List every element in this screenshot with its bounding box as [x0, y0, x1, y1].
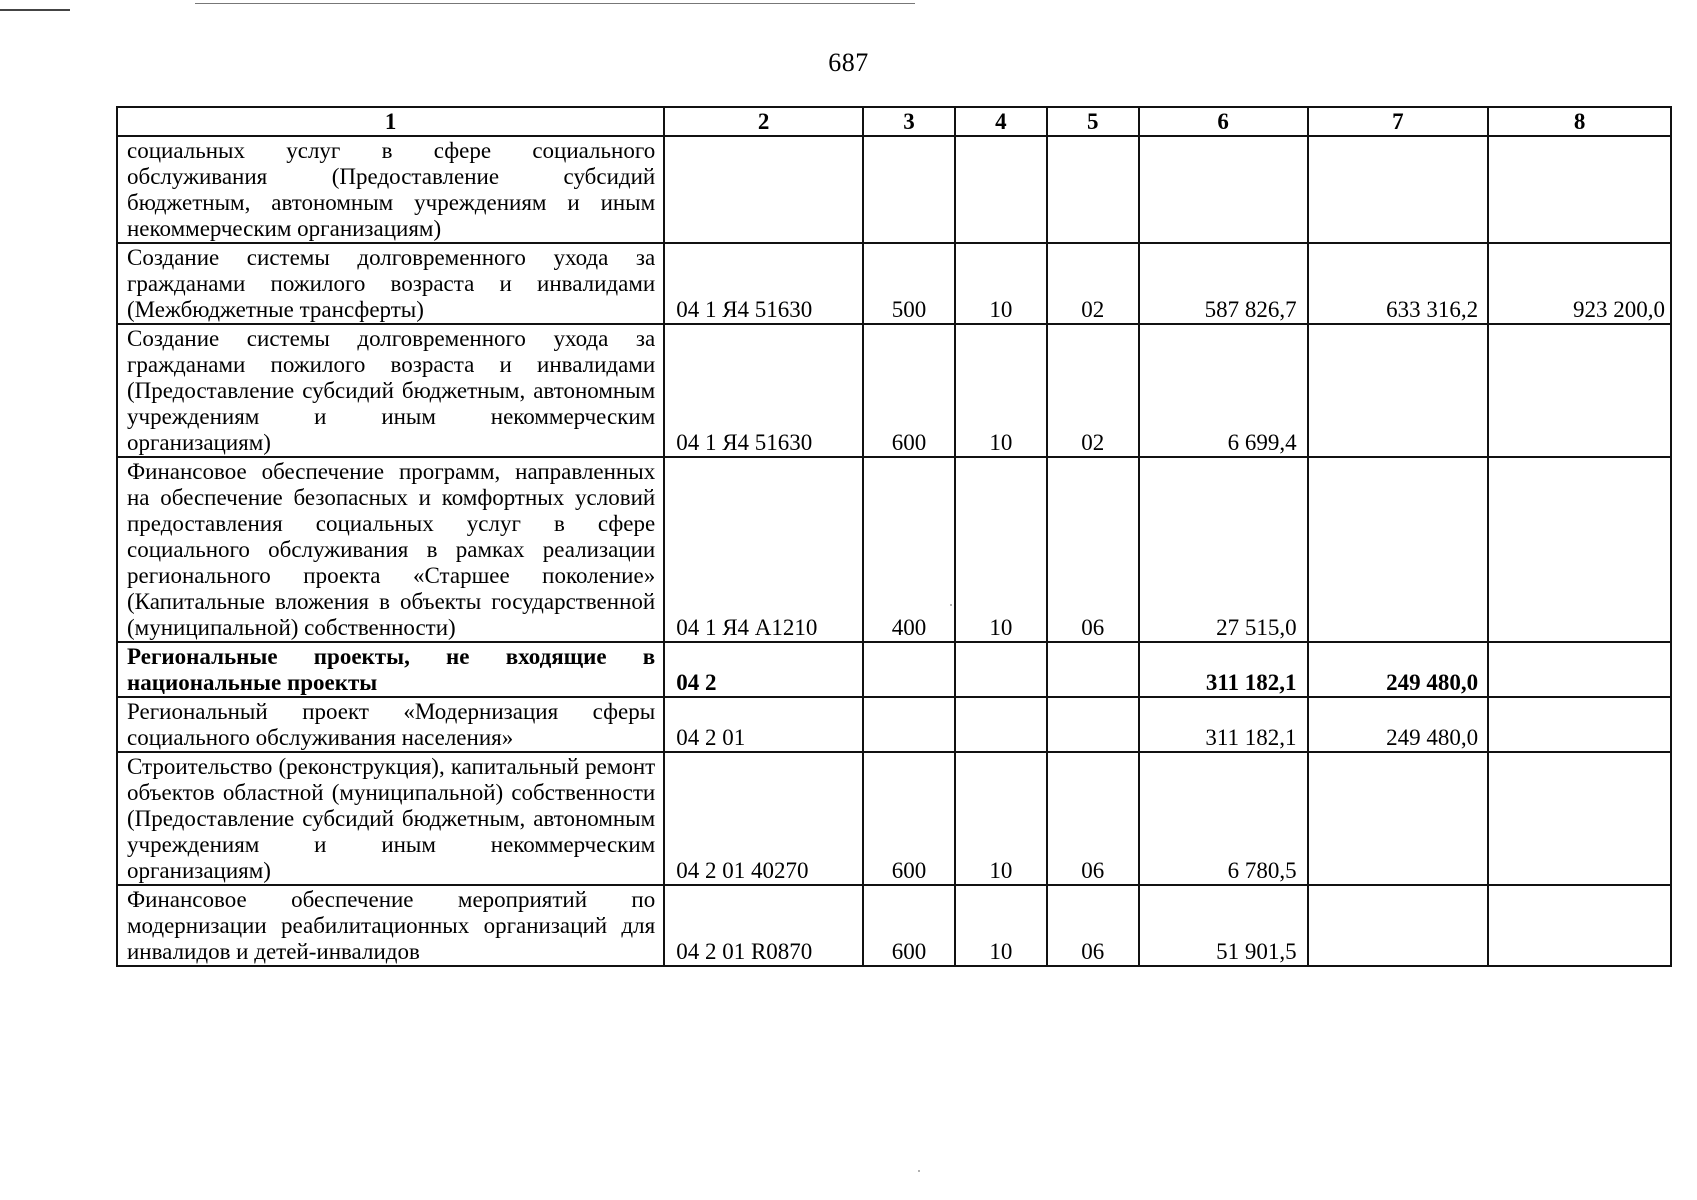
row-col-5-text: 02 — [1081, 297, 1105, 322]
row-amount-8 — [1488, 752, 1671, 885]
row-col-5-text: 06 — [1081, 615, 1105, 640]
row-col-4-text: 10 — [989, 858, 1013, 883]
row-description — [117, 885, 664, 966]
row-amount-6-text: 6 780,5 — [1227, 858, 1297, 883]
row-amount-6 — [1139, 885, 1308, 966]
row-amount-6-text: 6 699,4 — [1227, 430, 1297, 455]
row-description — [117, 136, 664, 243]
row-description — [117, 697, 664, 752]
row-col-4 — [955, 642, 1047, 697]
row-code — [664, 243, 863, 324]
row-description — [117, 457, 664, 642]
row-col-4-text: 10 — [989, 297, 1013, 322]
header-col-6: 6 — [1139, 107, 1308, 136]
table-row — [117, 752, 1671, 885]
row-amount-6 — [1139, 324, 1308, 457]
row-description-text: Финансовое обеспечение программ, направленных на обеспечение безопасных и комфортных условий предоставления социальных услуг в сфере социального обслуживания в рамках реализации регионального проекта «Старшее поколение» (Капитальные вложения в объекты государственной (муниципальной) собственности) — [127, 459, 656, 640]
table-row — [117, 243, 1671, 324]
row-col-3-text: 400 — [891, 615, 927, 640]
row-code-text: 04 2 01 — [676, 725, 746, 750]
row-description-text: Финансовое обеспечение мероприятий по модернизации реабилитационных организаций для инвалидов и детей-инвалидов — [127, 887, 656, 964]
header-col-7: 7 — [1308, 107, 1489, 136]
header-col-1: 1 — [117, 107, 664, 136]
row-col-4 — [955, 243, 1047, 324]
row-col-5 — [1047, 457, 1139, 642]
row-col-5 — [1047, 885, 1139, 966]
row-col-5-text: 06 — [1081, 858, 1105, 883]
row-col-4 — [955, 752, 1047, 885]
header-col-5: 5 — [1047, 107, 1139, 136]
row-amount-7 — [1308, 243, 1489, 324]
scan-speck — [918, 1170, 920, 1172]
row-col-4-text: 10 — [989, 615, 1013, 640]
row-col-4 — [955, 885, 1047, 966]
row-col-3 — [863, 885, 955, 966]
row-code — [664, 697, 863, 752]
row-col-4-text: 10 — [989, 939, 1013, 964]
row-col-5 — [1047, 243, 1139, 324]
row-description — [117, 324, 664, 457]
row-description-text: Создание системы долговременного ухода за гражданами пожилого возраста и инвалидами (Предоставление субсидий бюджетным, автономным учреждениям и иным некоммерческим организациям) — [127, 326, 656, 455]
row-amount-7 — [1308, 457, 1489, 642]
row-col-4-text: 10 — [989, 430, 1013, 455]
row-col-5 — [1047, 642, 1139, 697]
row-amount-6-text: 51 901,5 — [1216, 939, 1297, 964]
row-col-3-text: 500 — [891, 297, 927, 322]
row-amount-7 — [1308, 642, 1489, 697]
row-col-3 — [863, 324, 955, 457]
row-description — [117, 752, 664, 885]
table-body — [117, 136, 1671, 966]
row-code — [664, 885, 863, 966]
row-amount-6-text: 27 515,0 — [1216, 615, 1297, 640]
row-amount-7-text: 633 316,2 — [1386, 297, 1479, 322]
row-code-text: 04 1 Я4 А1210 — [676, 615, 818, 640]
row-amount-8 — [1488, 457, 1671, 642]
row-amount-6-text: 311 182,1 — [1205, 670, 1297, 695]
table-row — [117, 457, 1671, 642]
row-col-5-text: 06 — [1081, 939, 1105, 964]
row-code-text: 04 2 — [676, 670, 717, 695]
row-col-5-text: 02 — [1081, 430, 1105, 455]
row-description — [117, 642, 664, 697]
row-amount-8 — [1488, 243, 1671, 324]
row-col-3 — [863, 752, 955, 885]
table-row — [117, 697, 1671, 752]
row-amount-8 — [1488, 324, 1671, 457]
row-code — [664, 642, 863, 697]
header-row — [117, 107, 1671, 136]
row-amount-7 — [1308, 752, 1489, 885]
header-col-4: 4 — [955, 107, 1047, 136]
table-row — [117, 642, 1671, 697]
row-description-text: Региональный проект «Модернизация сферы социального обслуживания населения» — [127, 699, 656, 750]
scan-edge-line-left — [0, 9, 70, 11]
row-amount-8 — [1488, 885, 1671, 966]
row-code-text: 04 1 Я4 51630 — [676, 430, 813, 455]
row-amount-7 — [1308, 324, 1489, 457]
row-amount-6 — [1139, 697, 1308, 752]
row-code-text: 04 2 01 40270 — [676, 858, 809, 883]
row-col-4 — [955, 136, 1047, 243]
row-amount-7 — [1308, 697, 1489, 752]
table-row — [117, 324, 1671, 457]
row-code — [664, 136, 863, 243]
row-amount-7 — [1308, 136, 1489, 243]
row-col-5 — [1047, 324, 1139, 457]
row-col-4 — [955, 697, 1047, 752]
row-amount-7 — [1308, 885, 1489, 966]
row-amount-6 — [1139, 243, 1308, 324]
table-row — [117, 885, 1671, 966]
row-col-3 — [863, 136, 955, 243]
row-col-4 — [955, 324, 1047, 457]
scan-edge-line — [195, 3, 915, 4]
row-col-3-text: 600 — [891, 939, 927, 964]
header-col-8: 8 — [1488, 107, 1671, 136]
row-col-5 — [1047, 697, 1139, 752]
header-col-3: 3 — [863, 107, 955, 136]
row-description — [117, 243, 664, 324]
row-amount-8 — [1488, 136, 1671, 243]
row-col-3 — [863, 642, 955, 697]
header-col-2: 2 — [664, 107, 863, 136]
row-amount-6 — [1139, 752, 1308, 885]
row-col-3 — [863, 457, 955, 642]
row-amount-6 — [1139, 642, 1308, 697]
row-amount-7-text: 249 480,0 — [1386, 725, 1479, 750]
row-code — [664, 324, 863, 457]
row-amount-8-text: 923 200,0 — [1573, 297, 1665, 322]
row-col-5 — [1047, 752, 1139, 885]
row-amount-6-text: 587 826,7 — [1204, 297, 1297, 322]
row-code-text: 04 1 Я4 51630 — [676, 297, 813, 322]
row-amount-6-text: 311 182,1 — [1205, 725, 1297, 750]
budget-table — [116, 106, 1672, 967]
row-col-4 — [955, 457, 1047, 642]
table-row — [117, 136, 1671, 243]
row-code — [664, 457, 863, 642]
row-amount-7-text: 249 480,0 — [1386, 670, 1479, 695]
row-col-5 — [1047, 136, 1139, 243]
row-description-text: Создание системы долговременного ухода за гражданами пожилого возраста и инвалидами (Межбюджетные трансферты) — [127, 245, 656, 322]
row-code — [664, 752, 863, 885]
row-amount-6 — [1139, 457, 1308, 642]
row-description-text: социальных услуг в сфере социального обслуживания (Предоставление субсидий бюджетным, автономным учреждениям и иным некоммерческим организациям) — [127, 138, 656, 241]
row-col-3 — [863, 697, 955, 752]
row-description-text: Строительство (реконструкция), капитальный ремонт объектов областной (муниципальной) собственности (Предоставление субсидий бюджетным, автономным учреждениям и иным некоммерческим организациям) — [127, 754, 656, 883]
row-code-text: 04 2 01 R0870 — [676, 939, 813, 964]
row-col-3-text: 600 — [891, 430, 927, 455]
row-col-3-text: 600 — [891, 858, 927, 883]
row-amount-6 — [1139, 136, 1308, 243]
scan-speck — [950, 604, 952, 606]
row-col-3 — [863, 243, 955, 324]
row-amount-8 — [1488, 642, 1671, 697]
page-number: 687 — [828, 48, 869, 77]
row-amount-8 — [1488, 697, 1671, 752]
row-description-text: Региональные проекты, не входящие в национальные проекты — [127, 644, 656, 695]
